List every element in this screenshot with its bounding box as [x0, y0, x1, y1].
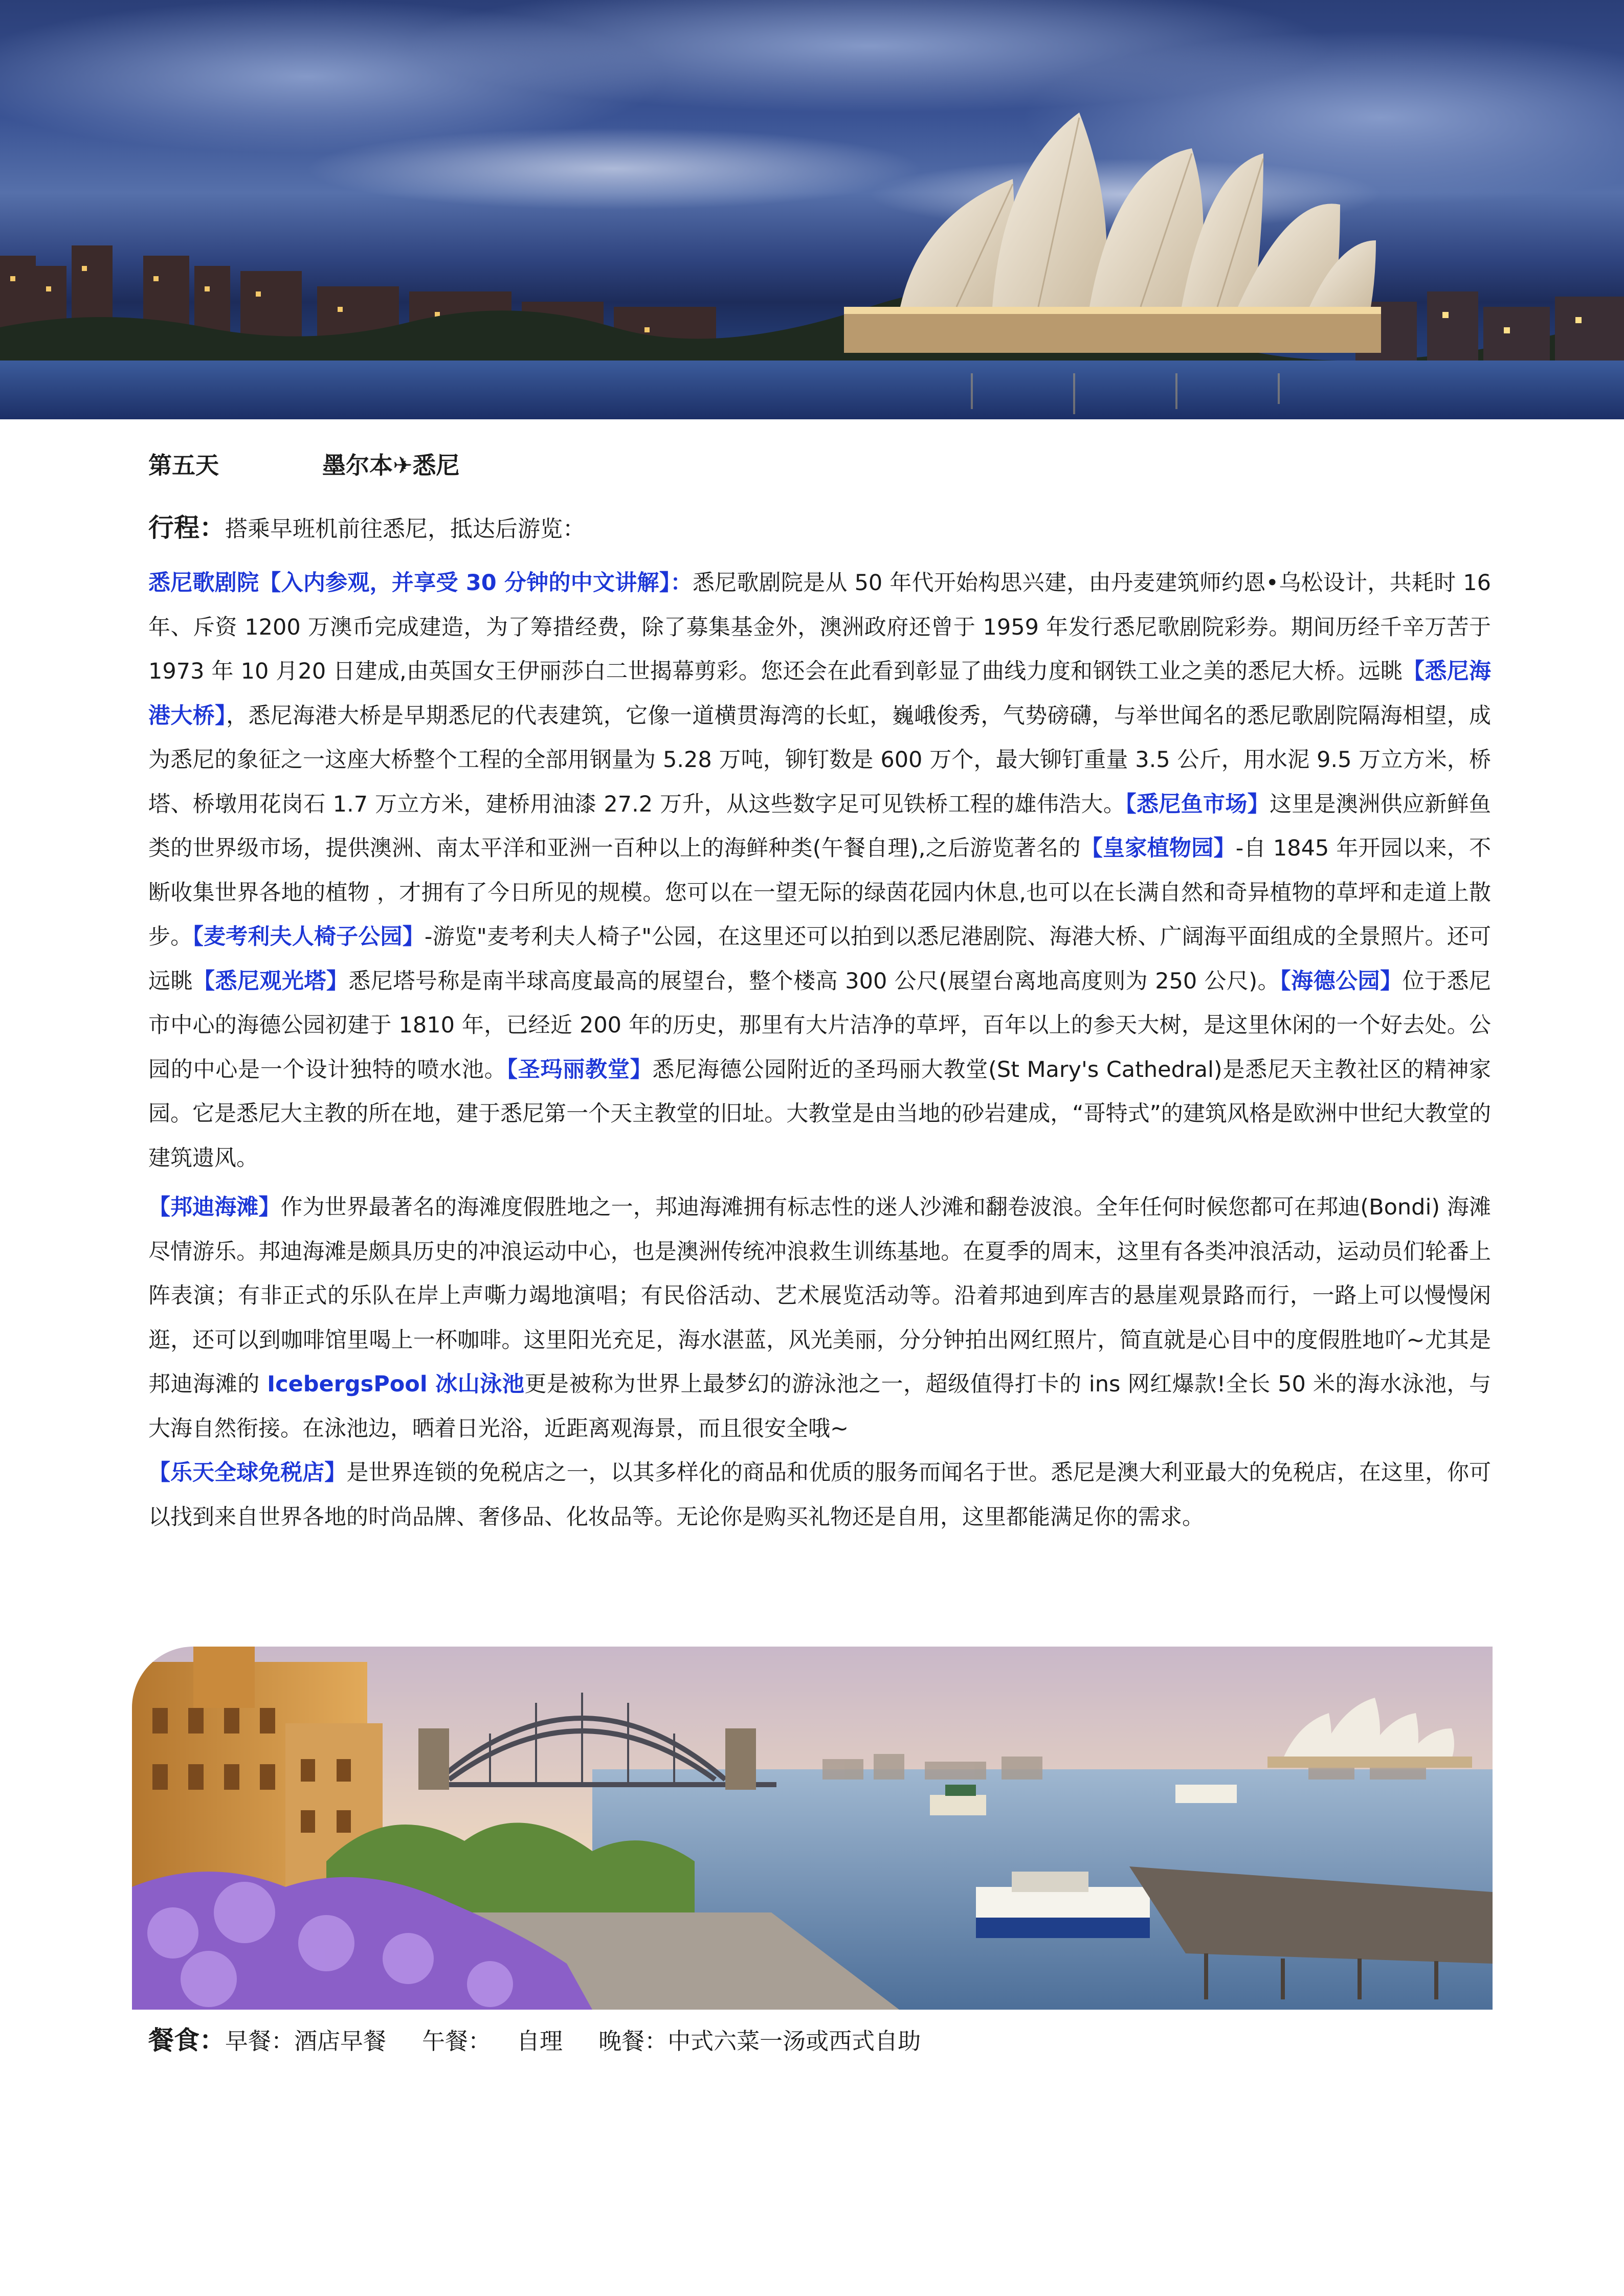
- day-header: [148, 445, 1491, 486]
- hero-photo-opera-house: [0, 0, 1624, 419]
- itinerary-intro-text: 搭乘早班机前往悉尼，抵达后游览：: [225, 516, 585, 542]
- lunch-label: 午餐：: [422, 2028, 492, 2055]
- paragraph-city-tour: [148, 561, 1491, 1180]
- day-content: [148, 445, 1491, 1539]
- paragraph-text: 悉尼塔号称是南半球高度最高的展望台，整个楼高 300 公尺(展望台离地高度则为 250 公尺)。: [348, 968, 1280, 994]
- lunch: [422, 2021, 563, 2062]
- highlight-st-marys-cathedral: 【圣玛丽教堂】: [506, 1056, 653, 1083]
- highlight-botanic-garden: 【皇家植物园】: [1080, 836, 1236, 861]
- breakfast: [225, 2021, 386, 2062]
- highlight-opera-house: 悉尼歌剧院【入内参观，并享受 30 分钟的中文讲解】：: [148, 570, 693, 596]
- day-route: 墨尔本✈悉尼: [322, 452, 460, 479]
- highlight-fish-market: 【悉尼鱼市场】: [1125, 791, 1270, 817]
- breakfast-label: 早餐：: [225, 2028, 295, 2055]
- paragraph-text: 这里是澳洲供应新鲜鱼类的世界级市场，提供澳洲、南太平洋和亚洲一百种以上的海鲜种类(午餐自理),之后游览著名的: [148, 791, 1492, 861]
- dinner: [598, 2021, 921, 2062]
- meals-label: 餐食：: [148, 2025, 225, 2055]
- highlight-sydney-tower: 【悉尼观光塔】: [192, 968, 349, 994]
- paragraph-text: 悉尼海德公园附近的圣玛丽大教堂(St Mary's Cathedral)是悉尼天主教社区的精神家园。它是悉尼大主教的所在地，建于悉尼第一个天主教堂的旧址。大教堂是由当地的砂岩建成，“哥特式”的建筑风格是欧洲中世纪大教堂的建筑遗风。: [148, 1056, 1492, 1171]
- harbour-photo: [132, 1647, 1493, 2010]
- paragraph-text: 位于悉尼市中心的海德公园初建于 1810 年，已经近 200 年的历史，那里有大片洁净的草坪，百年以上的参天大树，是这里休闲的一个好去处。公园的中心是一个设计独特的喷水池。: [148, 968, 1492, 1083]
- paragraph-text: -游览"麦考利夫人椅子"公园，在这里还可以拍到以悉尼港剧院、海港大桥、广阔海平面组成的全景照片。还可远眺: [148, 924, 1492, 994]
- paragraph-bondi-beach: [148, 1185, 1491, 1451]
- day-label: 第五天: [148, 452, 219, 479]
- breakfast-value: 酒店早餐: [294, 2028, 387, 2055]
- paragraph-text: 更是被称为世界上最梦幻的游泳池之一，超级值得打卡的 ins 网红爆款!全长 50 米的海水泳池，与大海自然衔接。在泳池边，晒着日光浴，近距离观海景，而且很安全哦~: [148, 1371, 1492, 1442]
- paragraph-duty-free: [148, 1451, 1491, 1539]
- paragraph-text: 悉尼歌剧院是从 50 年代开始构思兴建，由丹麦建筑师约恩•乌松设计，共耗时 16 年、斥资 1200 万澳币完成建造，为了筹措经费，除了募集基金外，澳洲政府还曾于 1959 年发行悉尼歌剧院彩券。期间历经千辛万苦于 1973 年 10 月20 日建成,由英国女王伊丽莎白二世揭幕剪彩。您还会在此看到彰显了曲线力度和钢铁工业之美的悉尼大桥。远眺: [148, 570, 1491, 684]
- highlight-mrs-macquarie-chair: 【麦考利夫人椅子公园】: [192, 924, 425, 950]
- highlight-lotte-duty-free: 【乐天全球免税店】: [148, 1460, 347, 1485]
- itinerary-label: 行程：: [148, 513, 225, 543]
- dinner-value: 中式六菜一汤或西式自助: [668, 2028, 921, 2055]
- highlight-icebergs-pool: IcebergsPool 冰山泳池: [267, 1371, 525, 1397]
- paragraph-text: 作为世界最著名的海滩度假胜地之一，邦迪海滩拥有标志性的迷人沙滩和翻卷波浪。全年任何时候您都可在邦迪(Bondi) 海滩尽情游乐。邦迪海滩是颇具历史的冲浪运动中心，也是澳洲传统冲浪救生训练基地。在夏季的周末，这里有各类冲浪活动，运动员们轮番上阵表演；有非正式的乐队在岸上声嘶力竭地演唱；有民俗活动、艺术展览活动等。沿着邦迪到库吉的悬崖观景路而行，一路上可以慢慢闲逛，还可以到咖啡馆里喝上一杯咖啡。这里阳光充足，海水湛蓝，风光美丽，分分钟拍出网红照片，简直就是心目中的度假胜地吖~尤其是邦迪海滩的: [148, 1195, 1492, 1397]
- paragraph-text: ，悉尼海港大桥是早期悉尼的代表建筑，它像一道横贯海湾的长虹，巍峨俊秀，气势磅礴，与举世闻名的悉尼歌剧院隔海相望，成为悉尼的象征之一这座大桥整个工程的全部用钢量为 5.28 万吨，铆钉数是 600 万个，最大铆钉重量 3.5 公斤，用水泥 9.5 万立方米，桥塔、桥墩用花岗石 1.7 万立方米，建桥用油漆 27.2 万升，从这些数字足可见铁桥工程的雄伟浩大。: [148, 703, 1492, 817]
- lunch-value: 自理: [517, 2028, 563, 2055]
- harbour-bridge-illustration: [132, 1647, 1493, 2010]
- paragraph-text: -自 1845 年开园以来，不断收集世界各地的植物 ，才拥有了今日所见的规模。您可以在一望无际的绿茵花园内休息,也可以在长满自然和奇异植物的草坪和走道上散步。: [148, 836, 1491, 950]
- highlight-bondi-beach: 【邦迪海滩】: [148, 1195, 281, 1220]
- dinner-label: 晚餐：: [598, 2028, 668, 2055]
- opera-house-night-illustration: [0, 0, 1624, 419]
- itinerary-intro: [148, 506, 1491, 551]
- highlight-hyde-park: 【海德公园】: [1280, 968, 1403, 994]
- highlight-harbour-bridge: 【悉尼海港大桥】: [148, 659, 1491, 729]
- meals-row: [148, 2020, 921, 2062]
- paragraph-text: 是世界连锁的免税店之一，以其多样化的商品和优质的服务而闻名于世。悉尼是澳大利亚最大的免税店，在这里，你可以找到来自世界各地的时尚品牌、奢侈品、化妆品等。无论你是购买礼物还是自用，这里都能满足你的需求。: [148, 1460, 1492, 1530]
